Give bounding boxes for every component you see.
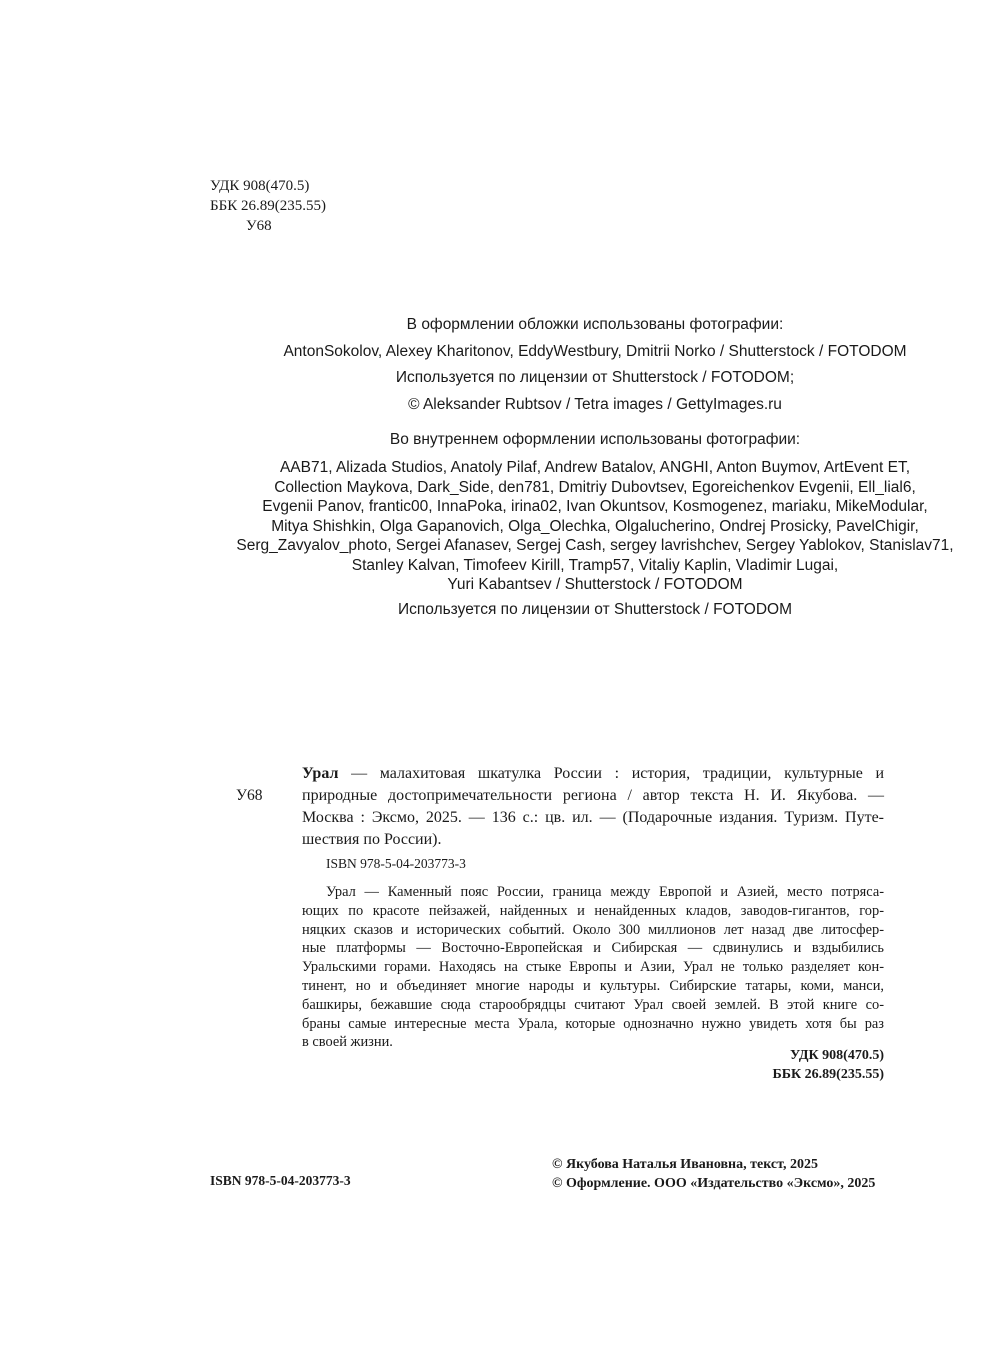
udk-code: УДК 908(470.5): [210, 178, 310, 194]
classification-codes: [210, 176, 326, 236]
abstract-line: тинент, но и объединяет многие народы и культуры. Сибирские татары, коми, манси,: [302, 977, 884, 994]
abstract-bbk: ББК 26.89(235.55): [772, 1067, 884, 1082]
bib-line-3: Москва : Эксмо, 2025. — 136 с.: цв. ил. — (Подарочные издания. Туризм. Путе-: [302, 809, 884, 826]
inner-credits-line: Mitya Shishkin, Olga Gapanovich, Olga_Olechka, Olgalucherino, Ondrej Prosicky, PavelChigir,: [271, 517, 919, 535]
bib-line-1: [302, 763, 884, 785]
cover-credits-license: Используется по лицензии от Shutterstock / FOTODOM;: [395, 369, 795, 386]
inner-credits-line: Yuri Kabantsev / Shutterstock / FOTODOM: [447, 576, 743, 593]
cover-credits-getty: © Aleksander Rubtsov / Tetra images / GettyImages.ru: [408, 395, 782, 413]
bib-line-4: шествия по России).: [302, 831, 442, 848]
abstract-line: Урал — Каменный пояс России, граница между Европой и Азией, место потряса-: [326, 884, 884, 900]
bibliography-author-mark: У68: [236, 787, 263, 804]
isbn-inline: ISBN 978-5-04-203773-3: [326, 856, 466, 871]
abstract-last-line: в своей жизни.: [302, 1034, 393, 1051]
abstract-line: Уральскими горами. Находясь на стыке Европы и Азии, Урал не только разделяет кон-: [302, 959, 884, 976]
inner-credits-line: AAB71, Alizada Studios, Anatoly Pilaf, Andrew Batalov, ANGHI, Anton Buymov, ArtEvent ET,: [279, 459, 911, 476]
inner-credits-line: Stanley Kalvan, Timofeev Kirill, Tramp57, Vitaliy Kaplin, Vladimir Lugai,: [351, 556, 839, 574]
abstract-line: браны самые интересные места Урала, которые однозначно нужно увидеть хотя бы раз: [302, 1015, 884, 1032]
inner-credits-heading: Во внутреннем оформлении использованы фотографии:: [389, 431, 801, 448]
abstract-line: няцких сказов и исторических событий. Около 300 миллионов лет назад две литосфер-: [302, 921, 884, 938]
inner-credits-license: Используется по лицензии от Shutterstock / FOTODOM: [398, 600, 792, 618]
copyright-text: © Якубова Наталья Ивановна, текст, 2025: [552, 1157, 818, 1172]
abstract-line: ные платформы — Восточно-Европейская и Сибирская — сдвинулись и вздыбились: [302, 940, 884, 957]
abstract-classification-codes: [773, 1046, 885, 1084]
bib-line-1-rest: — малахитовая шкатулка России : история, традиции, культурные и: [338, 765, 884, 782]
inner-credits-line: Evgenii Panov, frantic00, InnaPoka, irina02, Ivan Okuntsov, Kosmogenez, mariaku, MikeModular,: [262, 498, 928, 515]
book-abstract: [302, 883, 884, 1052]
inner-credits-line: Serg_Zavyalov_photo, Sergei Afanasev, Sergej Cash, sergey lavrishchev, Sergey Yablokov, Stanislav71,: [236, 537, 954, 554]
isbn-footer: ISBN 978-5-04-203773-3: [210, 1173, 351, 1188]
bibliographic-record: [302, 763, 884, 851]
author-mark: У68: [246, 218, 272, 234]
book-title: Урал: [302, 765, 339, 782]
copyright-block: [552, 1155, 875, 1193]
inner-photo-credits: [190, 430, 1000, 620]
abstract-udk: УДК 908(470.5): [790, 1048, 884, 1063]
cover-credits-photographers: AntonSokolov, Alexey Kharitonov, EddyWestbury, Dmitrii Norko / Shutterstock / FOTODOM: [283, 342, 907, 360]
bib-line-2: природные достопримечательности региона / автор текста Н. И. Якубова. —: [302, 787, 884, 804]
cover-photo-credits: [190, 312, 1000, 418]
abstract-line: ющих по красоте пейзажей, найденных и ненайденных кладов, заводов-гигантов, гор-: [302, 902, 884, 919]
copyright-design: © Оформление. ООО «Издательство «Эксмо», 2025: [552, 1176, 876, 1191]
inner-credits-line: Collection Maykova, Dark_Side, den781, Dmitriy Dubovtsev, Egoreichenkov Evgenii, Ell_lial6,: [274, 478, 916, 496]
cover-credits-heading: В оформлении обложки использованы фотографии:: [406, 316, 784, 333]
abstract-line: башкиры, бежавшие сюда старообрядцы считают Урал своей землей. В этой книге со-: [302, 996, 884, 1013]
bbk-code: ББК 26.89(235.55): [210, 198, 326, 214]
